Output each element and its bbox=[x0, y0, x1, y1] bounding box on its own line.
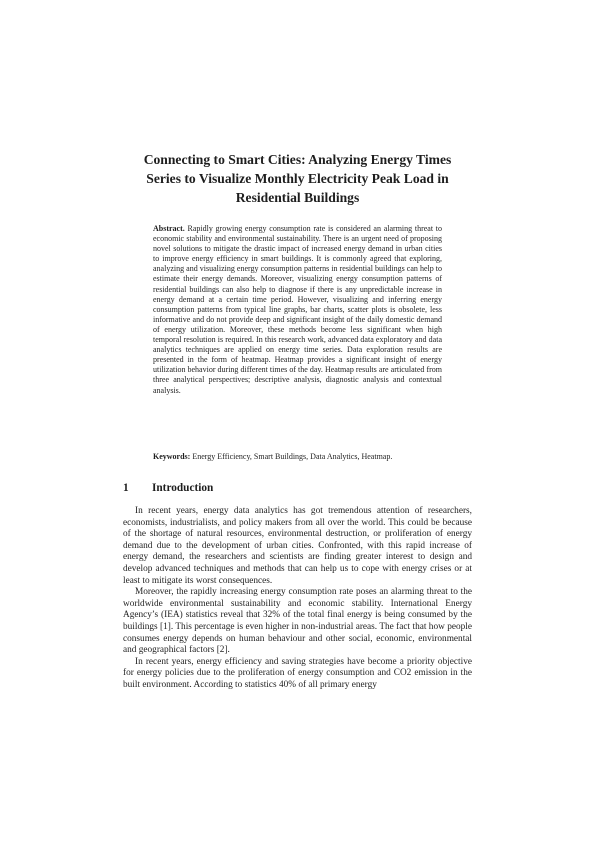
abstract-label: Abstract. bbox=[153, 224, 185, 233]
keywords-label: Keywords: bbox=[153, 452, 191, 461]
paper-title bbox=[120, 150, 475, 207]
abstract-text: Rapidly growing energy consumption rate is considered an alarming threat to economic stability and environmental sustainability. There is an urgent need of proposing novel solutions to mitigate the drastic impact of increased energy demand in urban cities to improve energy efficiency in smart buildings. It is commonly agreed that exploring, analyzing and visualizing energy consumption patterns in residential buildings can help to estimate their energy demands. Moreover, visualizing energy consumption patterns of residential buildings can also help to diagnose if there is any unpredictable increase in energy demand at a certain time period. However, visualizing and inferring energy consumption patterns from typical line graphs, bar charts, scatter plots is obsolete, less informative and do not provide deep and significant insight of the daily domestic demand of energy utilization. Moreover, these methods become less significant when high temporal resolution is required. In this research work, advanced data exploratory and data analytics techniques are applied on energy time series. Data exploration results are presented in the form of heatmap. Heatmap provides a significant insight of energy utilization behavior during different times of the day. Heatmap results are articulated from three analytical perspectives; descriptive analysis, diagnostic analysis and contextual analysis. bbox=[153, 224, 443, 395]
paragraph: In recent years, energy data analytics has got tremendous attention of researchers, economists, industrialists, and policy makers from all over the world. This could be because of the shortage of natural resources, environmental destruction, or proliferation of energy demand due to the development of urban cities. Confronted, with this rapid increase of energy demand, the researchers and scientists are finding greater interest to design and develop advanced techniques and methods that can help us to cope with energy crises or at least to mitigate its worst consequences. bbox=[123, 506, 472, 586]
keywords-text: Energy Efficiency, Smart Buildings, Data Analytics, Heatmap. bbox=[192, 452, 393, 461]
keywords bbox=[153, 452, 442, 462]
section-title: Introduction bbox=[152, 482, 214, 494]
section-heading bbox=[123, 482, 213, 494]
paragraph: Moreover, the rapidly increasing energy consumption rate poses an alarming threat to the worldwide environmental sustainability and economic stability. International Energy Agency’s (IEA) statistics reveal that 32% of the total final energy is being consumed by the buildings [1]. This percentage is even higher in non-industrial areas. The fact that how people consumes energy depends on human behaviour and other social, economic, environmental and geographical factors [2]. bbox=[123, 587, 472, 656]
title-line: Series to Visualize Monthly Electricity Peak Load in bbox=[146, 171, 449, 186]
section-number: 1 bbox=[123, 482, 129, 494]
paragraph: In recent years, energy efficiency and saving strategies have become a priority objective for energy policies due to the proliferation of energy consumption and CO2 emission in the built environment. According to statistics 40% of all primary energy bbox=[123, 656, 472, 690]
title-line: Connecting to Smart Cities: Analyzing Energy Times bbox=[143, 152, 452, 167]
title-line: Residential Buildings bbox=[235, 190, 360, 205]
body-text bbox=[123, 506, 472, 692]
abstract bbox=[153, 224, 442, 396]
